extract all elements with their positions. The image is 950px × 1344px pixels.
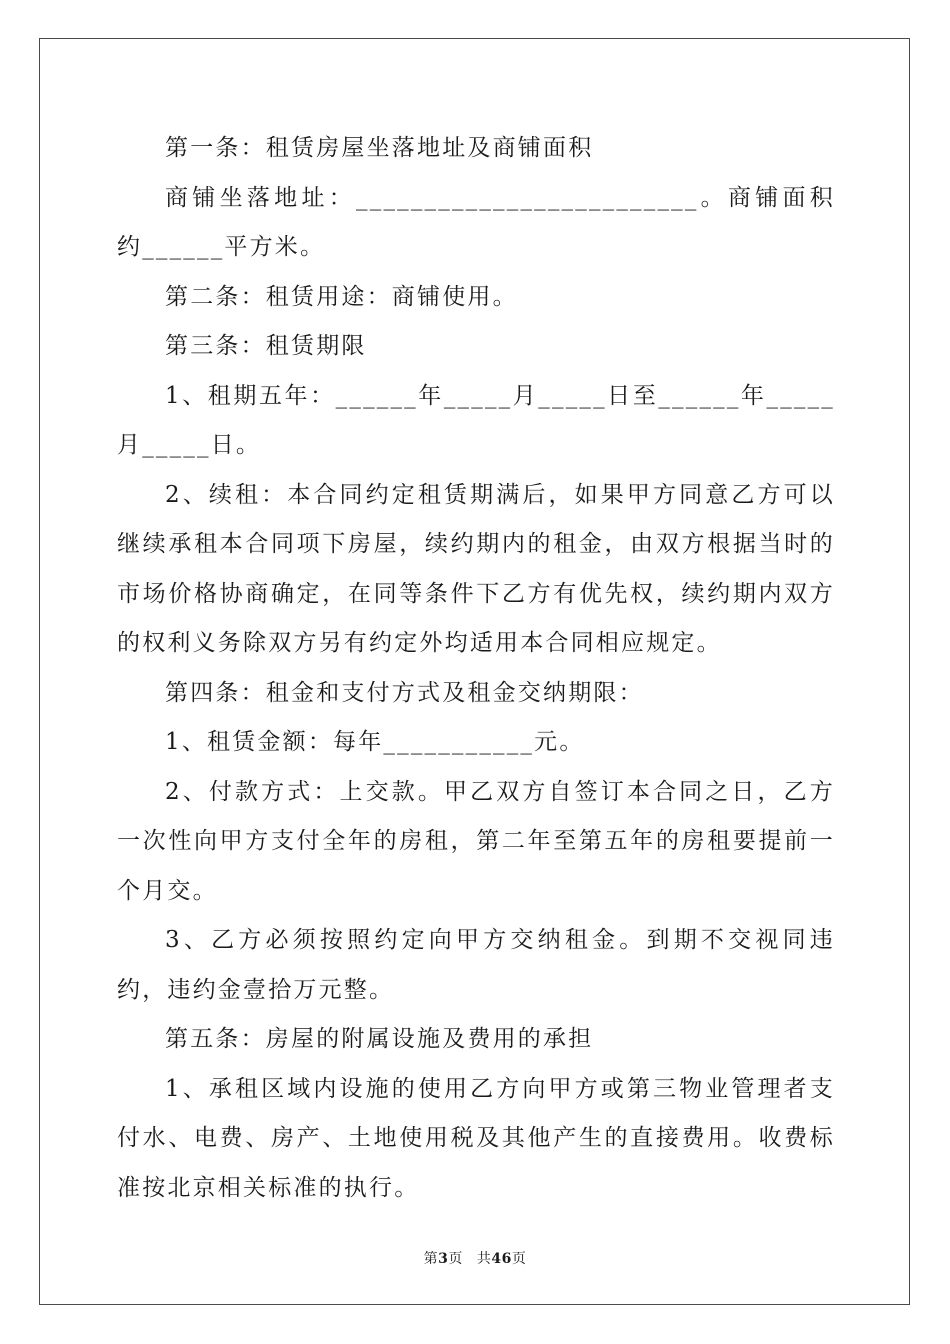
paragraph-payment-obligation: 3、乙方必须按照约定向甲方交纳租金。到期不交视同违约，违约金壹拾万元整。 — [117, 927, 835, 1003]
document-body — [117, 124, 835, 1213]
footer-page-number: 3 — [438, 1251, 449, 1267]
footer-total-prefix: 共 — [476, 1251, 492, 1267]
paragraph-payment-method: 2、付款方式：上交款。甲乙双方自签订本合同之日，乙方一次性向甲方支付全年的房租，第二年至第五年的房租要提前一个月交。 — [117, 778, 835, 904]
paragraph-rent-amount: 1、租赁金额：每年___________元。 — [165, 729, 585, 755]
paragraph-article-1-heading: 第一条：租赁房屋坐落地址及商铺面积 — [165, 135, 594, 161]
paragraph-article-4-heading: 第四条：租金和支付方式及租金交纳期限： — [165, 679, 644, 706]
paragraph-article-2: 第二条：租赁用途：商铺使用。 — [165, 283, 518, 310]
paragraph-lease-term: 1、租期五年：______年_____月_____日至______年_____月_____日。 — [117, 382, 835, 458]
paragraph-facility-costs: 1、承租区域内设施的使用乙方向甲方或第三物业管理者支付水、电费、房产、土地使用税及其他产生的直接费用。收费标准按北京相关标准的执行。 — [117, 1075, 835, 1201]
footer-total-pages: 46 — [491, 1251, 512, 1267]
footer-page-prefix: 第 — [423, 1251, 439, 1267]
paragraph-shop-address: 商铺坐落地址：_________________________。商铺面积约______平方米。 — [117, 184, 835, 260]
paragraph-article-3-heading: 第三条：租赁期限 — [165, 333, 367, 359]
paragraph-renewal: 2、续租：本合同约定租赁期满后，如果甲方同意乙方可以继续承租本合同项下房屋，续约期内的租金，由双方根据当时的市场价格协商确定，在同等条件下乙方有优先权，续约期内双方的权利义务除双方另有约定外均适用本合同相应规定。 — [117, 481, 835, 656]
footer-page-suffix: 页 — [448, 1251, 463, 1267]
paragraph-article-5-heading: 第五条：房屋的附属设施及费用的承担 — [165, 1026, 594, 1052]
footer-total-suffix: 页 — [511, 1251, 527, 1267]
page-footer — [0, 1248, 950, 1268]
